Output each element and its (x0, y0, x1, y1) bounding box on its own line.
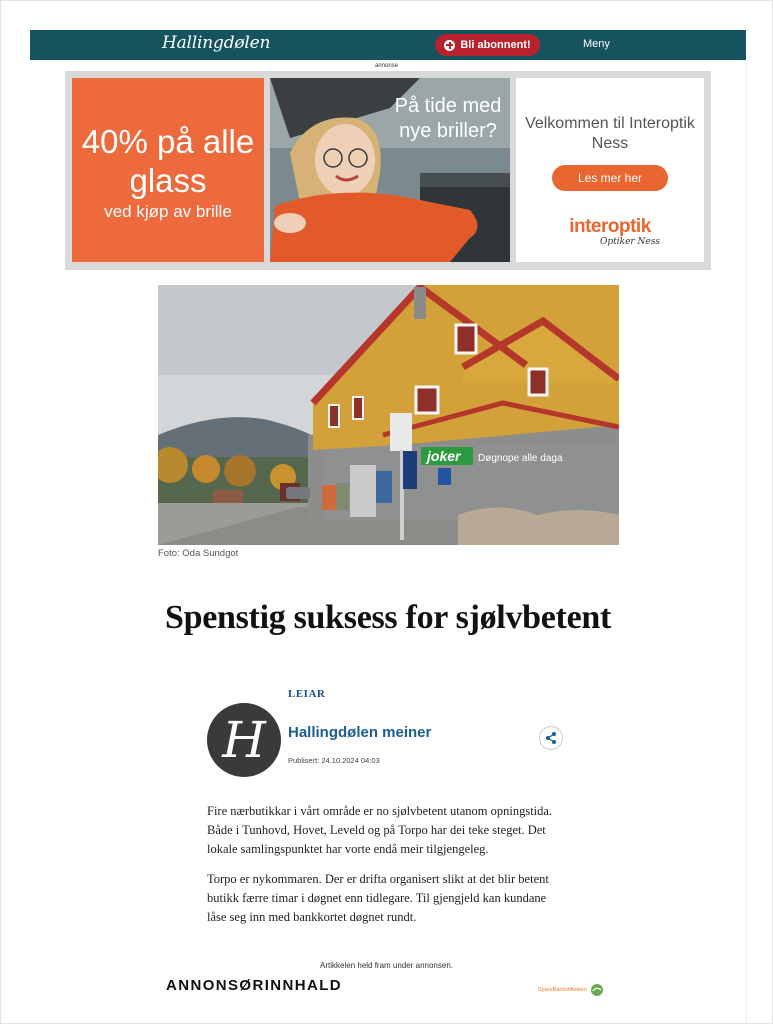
ad-label: annonse (374, 63, 399, 69)
site-header (30, 30, 746, 60)
ad-offer-panel[interactable] (72, 78, 264, 262)
author-avatar: H (207, 703, 281, 777)
store-name: joker (427, 448, 461, 464)
ad-banner[interactable] (65, 71, 711, 270)
page-edge-line (746, 62, 747, 1024)
article-body (207, 802, 567, 937)
article-title: Spenstig suksess for sjølvbetent (165, 599, 611, 636)
share-icon (540, 727, 562, 749)
ad-welcome-text: Velkommen til Interoptik Ness (525, 115, 695, 152)
ad-brand-sub: Optiker Ness (599, 237, 661, 247)
ad-photo-panel[interactable] (270, 78, 510, 262)
menu-button[interactable]: Meny (583, 38, 610, 50)
photo-credit: Foto: Oda Sundgot (158, 548, 239, 559)
article-category[interactable]: LEIAR (288, 688, 326, 700)
published-date: Publisert: 24.10.2024 04:03 (288, 756, 380, 765)
sponsor-leaf-icon (590, 983, 604, 997)
ad-brand-panel[interactable] (516, 78, 704, 262)
plus-circle-icon (444, 40, 455, 51)
ad-photo-text: På tide med nye briller? (394, 95, 502, 142)
continue-note: Artikkelen held fram under annonsen. (320, 961, 453, 970)
article-paragraph: Fire nærbutikkar i vårt område er no sjølvbetent utanom opningstida. Både i Tunhovd, Hovet, Leveld og på Torpo har dei teke steget. Det lokale samlingspunktet har vorte endå meir tilgjengeleg. (207, 804, 553, 857)
store-sign: Døgnope alle daga (478, 453, 563, 464)
author-name[interactable]: Hallingdølen meiner (288, 724, 432, 741)
ad-offer-headline: 40% på alle glass (81, 123, 255, 199)
sponsored-content-title: ANNONSØRINNHALD (166, 977, 342, 994)
subscribe-button[interactable] (435, 34, 540, 56)
subscribe-label: Bli abonnent! (460, 39, 531, 51)
hero-image (158, 285, 619, 545)
sponsor-name: SpareBankstiftelsen (538, 987, 587, 993)
ad-offer-subline: ved kjøp av brille (104, 202, 232, 221)
sponsor-logo[interactable] (538, 983, 604, 997)
hero-photo-joker-store (158, 285, 619, 545)
share-button[interactable] (539, 726, 563, 750)
site-logo[interactable]: Hallingdølen (162, 33, 271, 53)
ad-read-more-button[interactable]: Les mer her (552, 165, 668, 191)
ad-brand-logo: interoptik (569, 216, 651, 237)
article-paragraph: Torpo er nykommaren. Der er drifta organisert slikt at det blir betent butikk færre timar i døgnet enn tidlegare. Til gjengjeld kan kundane låse seg inn med bankkortet døgnet rundt. (207, 871, 549, 925)
